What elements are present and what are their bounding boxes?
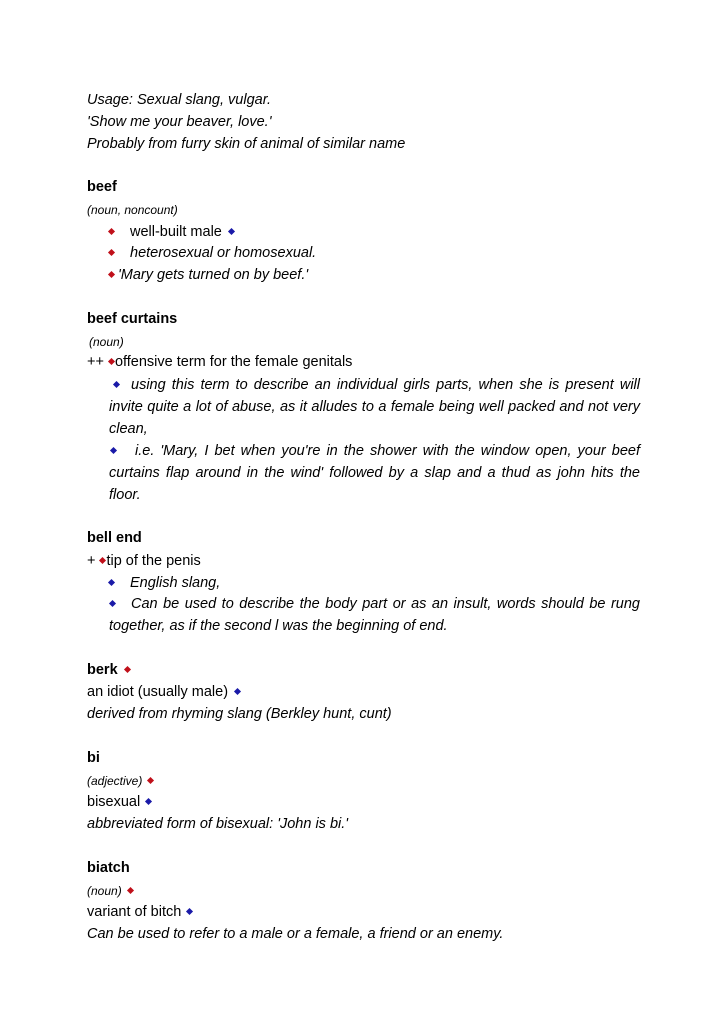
diamond-icon: [108, 358, 115, 365]
sense-text: heterosexual or homosexual.: [130, 245, 317, 261]
part-of-speech: (adjective): [87, 774, 143, 788]
diamond-icon: [124, 666, 131, 673]
entry-headword-biatch: biatch: [87, 860, 130, 876]
usage-text: using this term to describe an individual girls parts, when she is present will invite quite a lot of abuse, as it alludes to a female being well packed and not very clean,: [109, 377, 640, 437]
etymology-note: derived from rhyming slang (Berkley hunt, cunt): [87, 706, 392, 722]
headword-text: berk: [87, 662, 118, 678]
part-of-speech: (noun): [87, 884, 122, 898]
definition-line: [87, 683, 240, 701]
diamond-icon: [108, 249, 115, 256]
diamond-icon: [145, 798, 152, 805]
definition-line: [87, 793, 151, 811]
diamond-icon: [108, 271, 115, 278]
sense-line: [109, 244, 316, 262]
definition-line: [87, 552, 201, 570]
diamond-icon: [228, 228, 235, 235]
diamond-icon: [186, 908, 193, 915]
entry-headword-berk: [87, 661, 130, 679]
definition-text: offensive term for the female genitals: [114, 354, 353, 370]
diamond-icon: [127, 887, 134, 894]
example-line: [109, 266, 308, 284]
diamond-icon: [108, 228, 115, 235]
usage-paragraph: [109, 593, 640, 637]
diamond-icon: [110, 447, 117, 454]
origin-note: Probably from furry skin of animal of similar name: [87, 136, 406, 152]
diamond-icon: [147, 777, 154, 784]
marker-prefix: +: [87, 553, 96, 569]
entry-headword-beef-curtains: beef curtains: [87, 311, 178, 327]
entry-headword-bi: bi: [87, 750, 100, 766]
usage-line: [109, 574, 220, 592]
marker-prefix: ++: [87, 354, 104, 370]
definition-text: bisexual: [87, 794, 141, 810]
sense-line: [109, 223, 234, 241]
definition-line: [87, 353, 352, 371]
part-of-speech: (noun, noncount): [87, 203, 178, 217]
entry-headword-beef: beef: [87, 179, 117, 195]
definition-line: [87, 903, 192, 921]
definition-text: an idiot (usually male): [87, 684, 229, 700]
usage-note: Usage: Sexual slang, vulgar.: [87, 92, 272, 108]
diamond-icon: [113, 381, 120, 388]
definition-text: tip of the penis: [106, 553, 201, 569]
diamond-icon: [109, 600, 116, 607]
usage-paragraph: [109, 374, 640, 440]
part-of-speech: (noun): [89, 335, 124, 349]
diamond-icon: [234, 688, 241, 695]
example-text: 'Mary gets turned on by beef.': [118, 267, 309, 283]
usage-note: abbreviated form of bisexual: 'John is bi.': [87, 816, 349, 832]
usage-note: Can be used to refer to a male or a female, a friend or an enemy.: [87, 926, 504, 942]
part-of-speech-line: [87, 882, 133, 900]
entry-headword-bell-end: bell end: [87, 530, 142, 546]
usage-text: Can be used to describe the body part or as an insult, words should be rung together, as if the second l was the beginning of end.: [109, 596, 640, 634]
usage-text: i.e. 'Mary, I bet when you're in the shower with the window open, your beef curtains flap around in the wind' followed by a slap and a thud as john hits the floor.: [109, 443, 640, 503]
part-of-speech-line: [87, 772, 153, 790]
usage-paragraph: [109, 440, 640, 506]
diamond-icon: [108, 579, 115, 586]
usage-text: English slang,: [130, 575, 221, 591]
sense-text: well-built male: [130, 224, 222, 240]
example-quote: 'Show me your beaver, love.': [87, 114, 272, 130]
definition-text: variant of bitch: [87, 904, 182, 920]
